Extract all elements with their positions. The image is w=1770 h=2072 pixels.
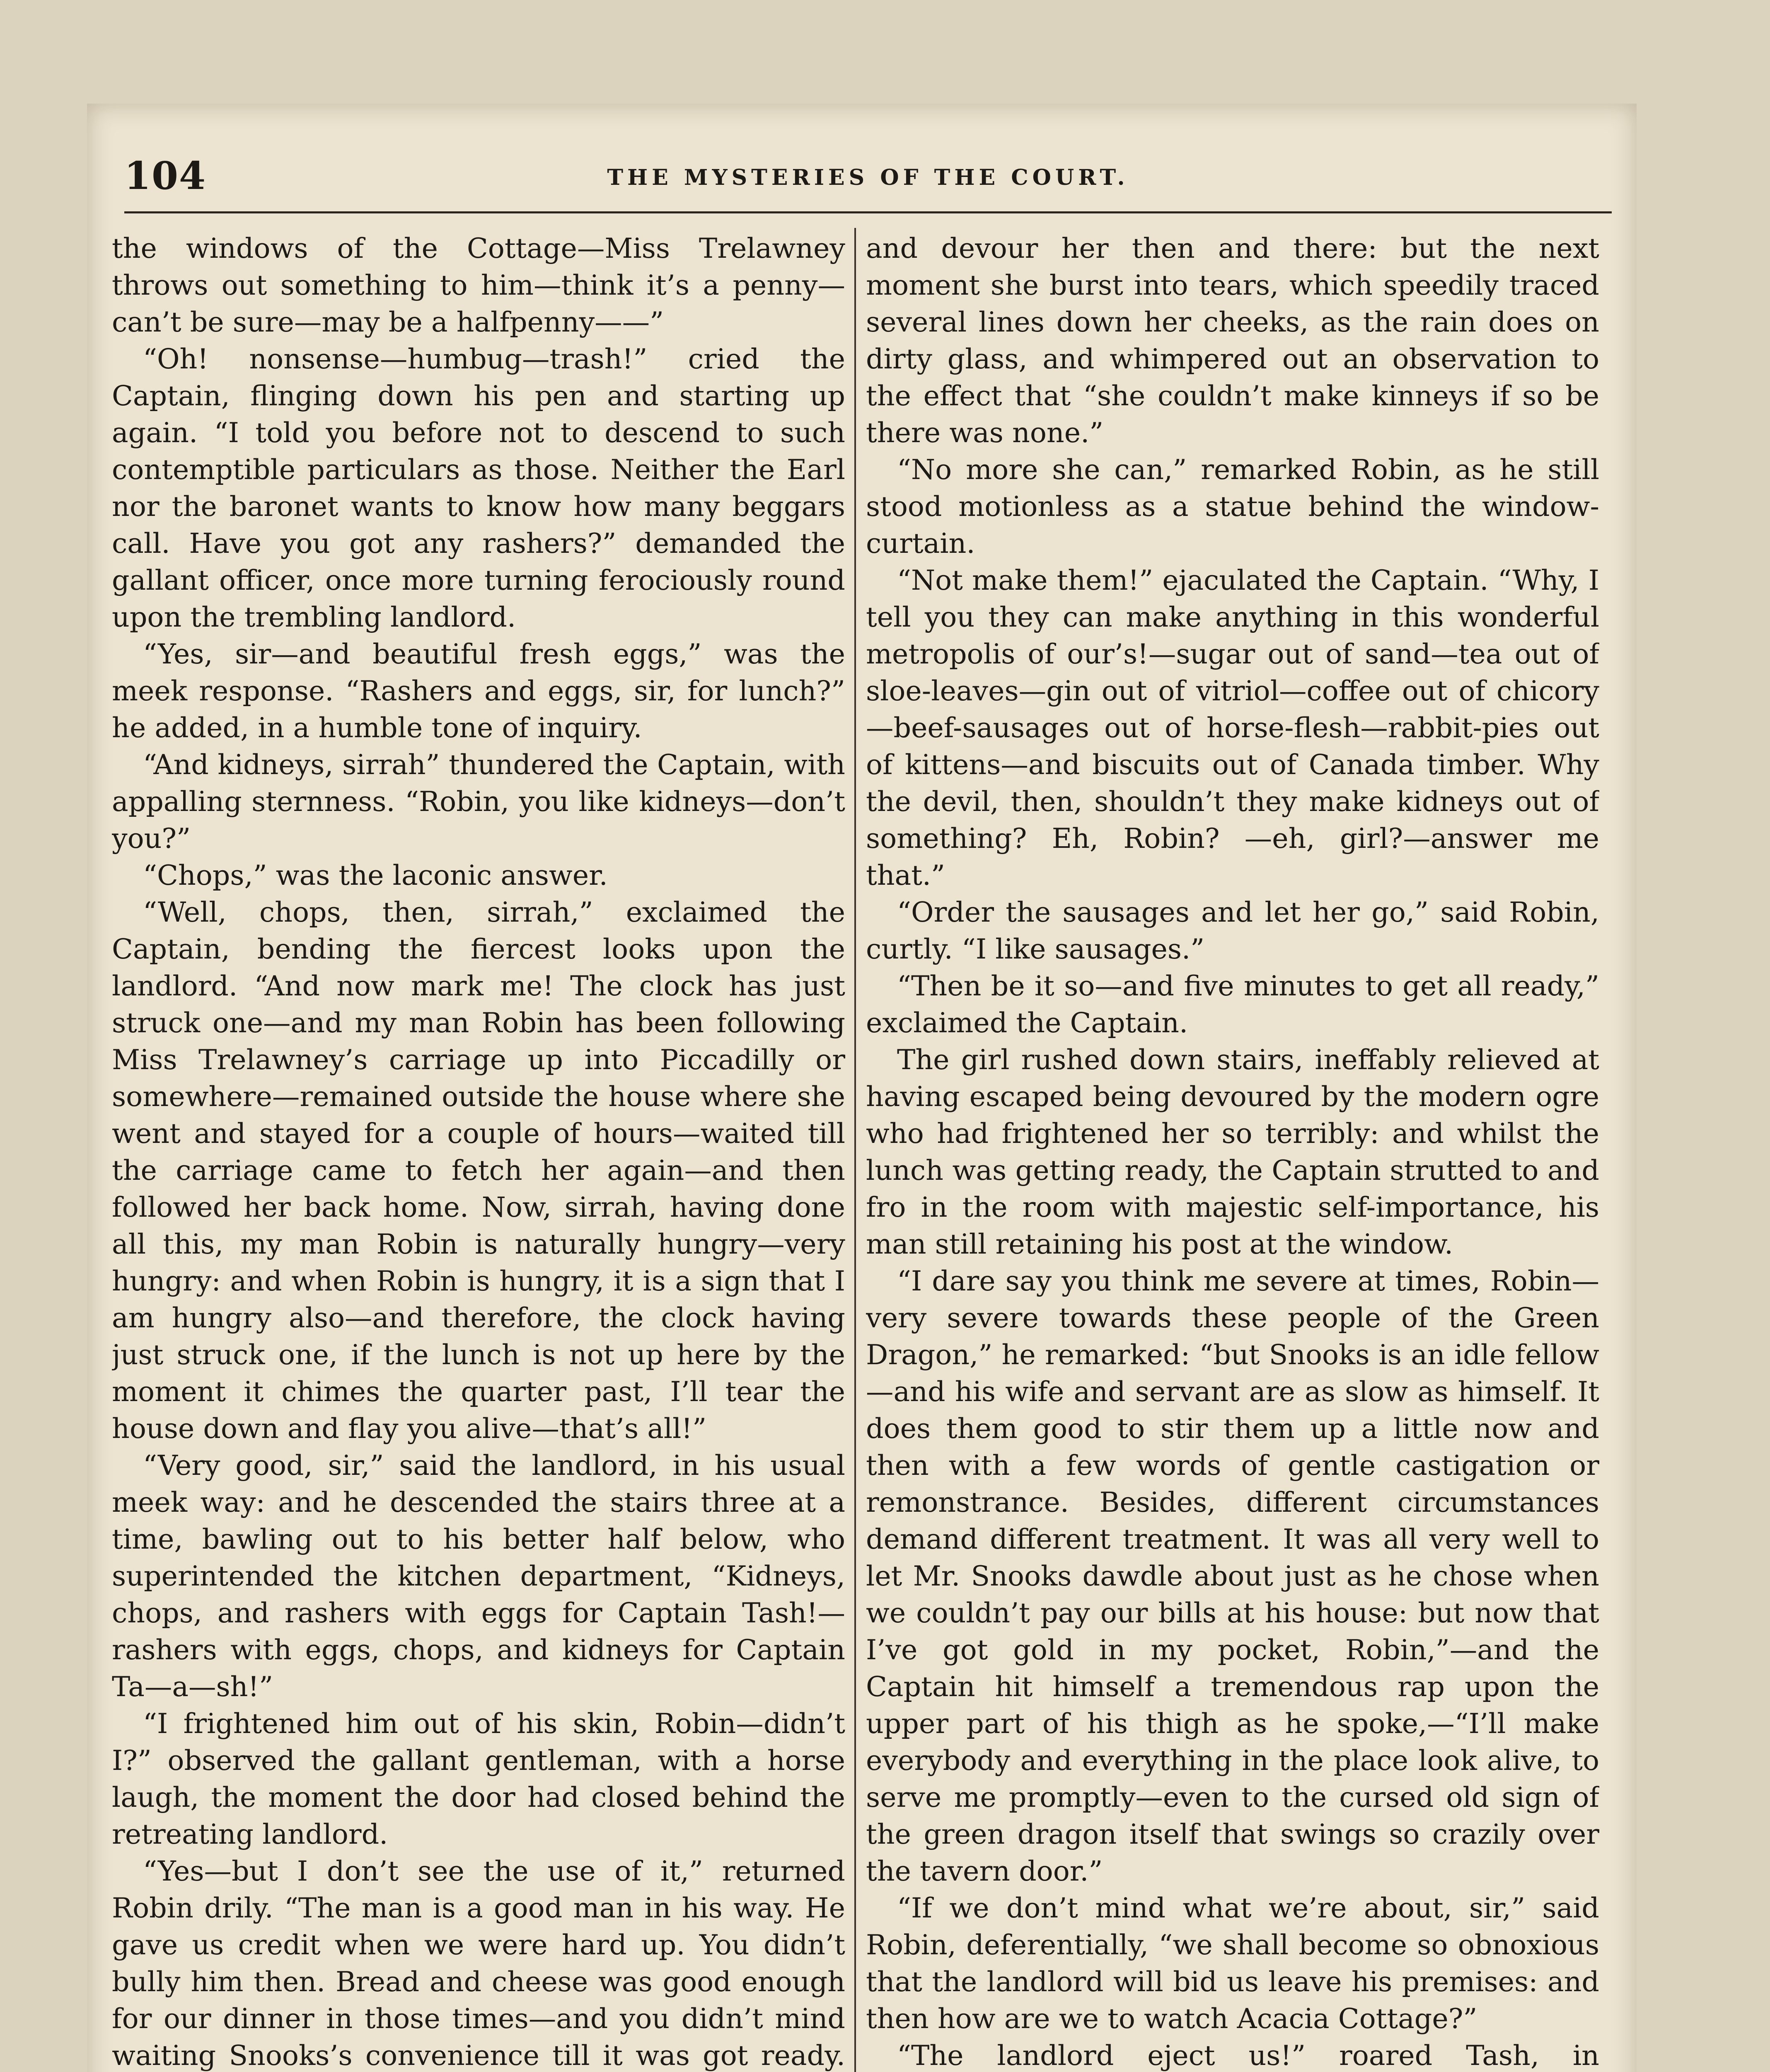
paragraph: “If we don’t mind what we’re about, sir,” said Robin, deferentially, “we shall become so obnoxious that the landlord will bid us leave his premises: and then how are we to watch Acacia Cottage?”: [866, 1892, 1599, 2035]
page-number: 104: [124, 153, 207, 198]
paragraph: “Then be it so—and five minutes to get all ready,” exclaimed the Captain.: [866, 970, 1599, 1039]
paragraph: “No more she can,” remarked Robin, as he still stood motionless as a statue behind the window-curtain.: [866, 453, 1599, 559]
running-title: THE MYSTERIES OF THE COURT.: [607, 165, 1129, 190]
paragraph: “The landlord eject us!” roared Tash, in: [897, 2039, 1599, 2072]
column-divider: [854, 228, 856, 2072]
paragraph: “I frightened him out of his skin, Robin—didn’t I?” observed the gallant gentleman, with a horse laugh, the moment the door had closed behind the retreating landlord.: [112, 1707, 845, 1850]
paragraph: “Yes, sir—and beautiful fresh eggs,” was the meek response. “Rashers and eggs, sir, for lunch?” he added, in a humble tone of inquiry.: [112, 638, 845, 744]
page-header: [124, 149, 1612, 213]
paragraph: the windows of the Cottage—Miss Trelawney throws out something to him—think it’s a penny—can’t be sure—may be a halfpenny——”: [112, 232, 845, 338]
right-column: [866, 230, 1599, 2072]
paragraph: “Chops,” was the laconic answer.: [143, 859, 608, 891]
paragraph: “Oh! nonsense—humbug—trash!” cried the Captain, flinging down his pen and starting up again. “I told you before not to descend to such contemptible particulars as those. Neither the Earl nor the baronet wants to know how many beggars call. Have you got any rashers?” demanded the gallant officer, once more turning ferociously round upon the trembling landlord.: [112, 343, 845, 633]
paragraph: “Yes—but I don’t see the use of it,” returned Robin drily. “The man is a good man in his way. He gave us credit when we were hard up. You didn’t bully him then. Bread and cheese was good enough for our dinner in those times—and you didn’t mind waiting Snooks’s convenience till it was got ready.: [112, 1855, 845, 2072]
paragraph: and devour her then and there: but the next moment she burst into tears, which speedily traced several lines down her cheeks, as the rain does on dirty glass, and whimpered out an observation to the effect that “she couldn’t make kinneys if so be there was none.”: [866, 232, 1599, 449]
paragraph: “I dare say you think me severe at times, Robin—very severe towards these people of the Green Dragon,” he remarked: “but Snooks is an idle fellow—and his wife and servant are as slow as himself. It does them good to stir them up a little now and then with a few words of gentle castigation or remonstrance. Besides, different circumstances demand different treatment. It was all very well to let Mr. Snooks dawdle about just as he chose when we couldn’t pay our bills at his house: but now that I’ve got gold in my pocket, Robin,”—and the Captain hit himself a tremendous rap upon the upper part of his thigh as he spoke,—“I’ll make everybody and everything in the place look alive, to serve me promptly—even to the cursed old sign of the green dragon itself that swings so crazily over the tavern door.”: [866, 1265, 1599, 1887]
paragraph: “Order the sausages and let her go,” said Robin, curtly. “I like sausages.”: [866, 896, 1599, 965]
paragraph: The girl rushed down stairs, ineffably relieved at having escaped being devoured by the modern ogre who had frightened her so terribly: and whilst the lunch was getting ready, the Captain strutted to and fro in the room with majestic self-importance, his man still retaining his post at the window.: [866, 1043, 1599, 1260]
paragraph: “And kidneys, sirrah” thundered the Captain, with appalling sternness. “Robin, you like kidneys—don’t you?”: [112, 748, 845, 854]
book-page: [87, 104, 1637, 2072]
paragraph: “Not make them!” ejaculated the Captain. “Why, I tell you they can make anything in this wonderful metropolis of our’s!—sugar out of sand—tea out of sloe-leaves—gin out of vitriol—coffee out of chicory—beef-sausages out of horse-flesh—rabbit-pies out of kittens—and biscuits out of Canada timber. Why the devil, then, shouldn’t they make kidneys out of something? Eh, Robin? —eh, girl?—answer me that.”: [866, 564, 1599, 891]
paragraph: “Well, chops, then, sirrah,” exclaimed the Captain, bending the fiercest looks upon the landlord. “And now mark me! The clock has just struck one—and my man Robin has been following Miss Trelawney’s carriage up into Piccadilly or somewhere—remained outside the house where she went and stayed for a couple of hours—waited till the carriage came to fetch her again—and then followed her back home. Now, sirrah, having done all this, my man Robin is naturally hungry—very hungry: and when Robin is hungry, it is a sign that I am hungry also—and therefore, the clock having just struck one, if the lunch is not up here by the moment it chimes the quarter past, I’ll tear the house down and flay you alive—that’s all!”: [112, 896, 845, 1445]
paragraph: “Very good, sir,” said the landlord, in his usual meek way: and he descended the stairs three at a time, bawling out to his better half below, who superintended the kitchen department, “Kidneys, chops, and rashers with eggs for Captain Tash!—rashers with eggs, chops, and kidneys for Captain Ta—a—sh!”: [112, 1449, 845, 1703]
left-column: [112, 230, 845, 2072]
